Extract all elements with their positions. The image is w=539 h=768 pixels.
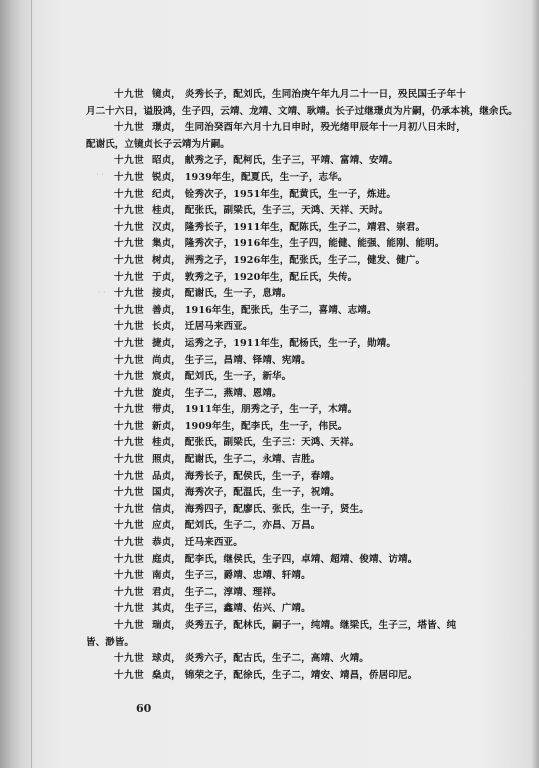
person-name: 信贞， xyxy=(152,503,181,515)
gutter-line xyxy=(31,0,32,768)
entry-detail: 铨秀次子，1951年生，配黄氏，生一子，炼进。 xyxy=(184,188,397,200)
genealogy-entry xyxy=(114,353,522,370)
book-spine-shadow xyxy=(0,0,34,768)
genealogy-entry xyxy=(86,618,522,651)
person-name: 锐贞， xyxy=(152,171,181,183)
entry-detail: 炎秀六子，配古氏，生子二，高靖、火靖。 xyxy=(184,653,369,665)
generation-label: 十九世 xyxy=(114,570,145,582)
page-edge-shadow xyxy=(531,0,539,768)
genealogy-entry xyxy=(114,203,522,220)
generation-label: 十九世 xyxy=(114,620,145,631)
entry-detail: 锦荣之子，配徐氏，生子二，靖安、靖昌，侨居印尼。 xyxy=(184,669,418,681)
genealogy-entry xyxy=(114,435,522,452)
person-name: 汉贞， xyxy=(152,221,181,233)
genealogy-entry xyxy=(114,469,522,486)
generation-label: 十九世 xyxy=(114,188,145,200)
entry-detail: 海秀四子，配廖氏、张氏，生一子，贤生。 xyxy=(184,503,369,515)
generation-label: 十九世 xyxy=(114,487,145,499)
entry-detail: 献秀之子，配柯氏，生子三，平靖、富靖、安靖。 xyxy=(184,155,399,167)
person-name: 带贞， xyxy=(152,404,181,416)
generation-label: 十九世 xyxy=(114,420,145,432)
generation-label: 十九世 xyxy=(114,238,145,250)
genealogy-entry xyxy=(114,286,522,303)
person-name: 其贞， xyxy=(152,603,181,615)
genealogy-entry xyxy=(114,535,522,552)
person-name: 昭贞， xyxy=(152,155,181,167)
generation-label: 十九世 xyxy=(114,371,145,383)
genealogy-entry xyxy=(114,651,522,668)
entry-detail: 炎秀长子，配刘氏，生同治庚午年九月二十一日，殁民国壬子年十 xyxy=(184,89,466,100)
generation-label: 十九世 xyxy=(114,437,145,449)
person-name: 君贞， xyxy=(152,586,181,598)
genealogy-entry xyxy=(114,402,522,419)
genealogy-entry xyxy=(114,585,522,602)
entry-detail: 1911年生，朋秀之子，生一子，木靖。 xyxy=(184,404,358,416)
entry-detail: 洲秀之子，1926年生，配张氏，生子二，健发、健广。 xyxy=(184,254,426,266)
faint-margin-mark: · · xyxy=(98,288,106,297)
person-name: 球贞， xyxy=(152,653,181,665)
generation-label: 十九世 xyxy=(114,337,145,349)
person-name: 旋贞， xyxy=(152,387,181,399)
entry-detail: 生子三，昌靖、铎靖、宪靖。 xyxy=(184,354,311,366)
genealogy-entry xyxy=(114,220,522,237)
genealogy-entry xyxy=(114,502,522,519)
generation-label: 十九世 xyxy=(114,586,145,598)
generation-label: 十九世 xyxy=(114,354,145,366)
genealogy-entry xyxy=(114,187,522,204)
generation-label: 十九世 xyxy=(114,89,145,100)
person-name: 善贞， xyxy=(152,304,181,316)
person-name: 应贞， xyxy=(152,520,181,532)
entry-detail: 配刘氏，生一子，新华。 xyxy=(184,371,292,383)
entry-detail: 1909年生，配李氏，生一子，伟民。 xyxy=(184,420,348,432)
genealogy-entry xyxy=(114,303,522,320)
person-name: 长贞， xyxy=(152,321,181,333)
generation-label: 十九世 xyxy=(114,470,145,482)
entry-detail: 生同治癸酉年六月十九日申时，殁光绪甲辰年十一月初八日未时， xyxy=(184,122,466,134)
generation-label: 十九世 xyxy=(114,221,145,233)
person-name: 接贞， xyxy=(152,288,181,300)
entry-detail: 生子二，淳靖、理祥。 xyxy=(184,586,282,598)
genealogy-entry xyxy=(114,552,522,569)
person-name: 尚贞， xyxy=(152,354,181,366)
genealogy-entry xyxy=(114,386,522,403)
genealogy-entry xyxy=(114,319,522,336)
entry-detail: 1939年生，配夏氏，生一子，志华。 xyxy=(184,171,348,183)
entry-detail-continued: 月二十六日，谥股鸿，生子四，云靖、龙靖、文靖、耿靖。长子过继璟贞为片嗣，仍承本祧，继余氏。 xyxy=(86,105,518,117)
faint-margin-mark: · · xyxy=(96,170,104,179)
person-name: 南贞， xyxy=(152,570,181,582)
entry-detail: 1916年生，配张氏，生子二，喜靖、志靖。 xyxy=(184,304,377,316)
entry-detail: 敦秀之子，1920年生，配丘氏，失传。 xyxy=(184,271,358,283)
person-name: 镜贞， xyxy=(152,89,181,100)
entry-detail: 配刘氏，生子二，亦昌、万昌。 xyxy=(184,520,321,532)
entry-detail: 迁马来西亚。 xyxy=(184,537,243,549)
genealogy-entry xyxy=(114,253,522,270)
person-name: 照贞， xyxy=(152,454,181,466)
entry-detail: 迁居马来西亚。 xyxy=(184,321,253,333)
entry-detail: 生子二，燕靖、恩靖。 xyxy=(184,387,282,399)
generation-label: 十九世 xyxy=(114,387,145,399)
genealogy-entry xyxy=(114,452,522,469)
person-name: 于贞， xyxy=(152,271,181,283)
generation-label: 十九世 xyxy=(114,321,145,333)
entry-detail: 配谢氏，生子二，永靖、吉胜。 xyxy=(184,454,321,466)
generation-label: 十九世 xyxy=(114,304,145,316)
generation-label: 十九世 xyxy=(114,155,145,167)
person-name: 捷贞， xyxy=(152,337,181,349)
person-name: 集贞， xyxy=(152,238,181,250)
entry-detail: 炎秀五子，配林氏，嗣子一，纯靖。继梁氏，生子三，塔皆、纯 xyxy=(184,620,457,631)
person-name: 燊贞， xyxy=(152,669,181,681)
generation-label: 十九世 xyxy=(114,537,145,549)
person-name: 树贞， xyxy=(152,254,181,266)
generation-label: 十九世 xyxy=(114,454,145,466)
generation-label: 十九世 xyxy=(114,404,145,416)
generation-label: 十九世 xyxy=(114,122,145,134)
genealogy-entry xyxy=(86,120,522,153)
generation-label: 十九世 xyxy=(114,171,145,183)
person-name: 桂贞， xyxy=(152,205,181,217)
genealogy-entry xyxy=(114,170,522,187)
entry-detail-continued: 皆、渺皆。 xyxy=(86,636,134,648)
generation-label: 十九世 xyxy=(114,553,145,565)
genealogy-entry xyxy=(114,270,522,287)
entry-detail: 隆秀次子，1916年生，生子四，能健、能强、能刚、能明。 xyxy=(184,238,445,250)
person-name: 庭贞， xyxy=(152,553,181,565)
generation-label: 十九世 xyxy=(114,254,145,266)
person-name: 新贞， xyxy=(152,420,181,432)
person-name: 纪贞， xyxy=(152,188,181,200)
entry-detail: 海秀次子，配温氏，生一子，祝靖。 xyxy=(184,487,340,499)
person-name: 品贞， xyxy=(152,470,181,482)
entry-detail: 隆秀长子，1911年生，配陈氏，生子二，靖君、崇君。 xyxy=(184,221,426,233)
entry-detail: 生子三，鑫靖、佑兴、广靖。 xyxy=(184,603,311,615)
genealogy-entry xyxy=(114,668,522,685)
entry-detail: 配李氏，继侯氏，生子四，卓靖、超靖、俊靖、访靖。 xyxy=(184,553,418,565)
generation-label: 十九世 xyxy=(114,503,145,515)
generation-label: 十九世 xyxy=(114,520,145,532)
entry-detail: 配张氏，副梁氏，生子三，天鸿、天祥、天时。 xyxy=(184,205,389,217)
genealogy-entry xyxy=(114,153,522,170)
generation-label: 十九世 xyxy=(114,271,145,283)
person-name: 桂贞， xyxy=(152,437,181,449)
person-name: 宸贞， xyxy=(152,371,181,383)
entry-detail-continued: 配谢氏，立镜贞长子云靖为片嗣。 xyxy=(86,138,230,150)
page-number: 60 xyxy=(136,702,152,715)
genealogy-entry xyxy=(114,369,522,386)
generation-label: 十九世 xyxy=(114,669,145,681)
genealogy-entry xyxy=(114,518,522,535)
entry-detail: 配张氏，副梁氏，生子三：天鸿、天祥。 xyxy=(184,437,360,449)
genealogy-entry xyxy=(86,87,522,120)
generation-label: 十九世 xyxy=(114,603,145,615)
generation-label: 十九世 xyxy=(114,653,145,665)
generation-label: 十九世 xyxy=(114,205,145,217)
person-name: 璟贞， xyxy=(152,122,181,134)
genealogy-entry xyxy=(114,236,522,253)
genealogy-entry xyxy=(114,485,522,502)
genealogy-entry xyxy=(114,419,522,436)
genealogy-entry xyxy=(114,601,522,618)
entry-detail: 配谢氏，生一子，息靖。 xyxy=(184,288,292,300)
generation-label: 十九世 xyxy=(114,288,145,300)
person-name: 国贞， xyxy=(152,487,181,499)
genealogy-entry-list xyxy=(86,87,522,684)
person-name: 瑞贞， xyxy=(152,620,181,631)
entry-detail: 海秀长子，配侯氏，生一子，春靖。 xyxy=(184,470,340,482)
entry-detail: 运秀之子，1911年生，配杨氏，生一子，勋靖。 xyxy=(184,337,397,349)
entry-detail: 生子三，爵靖、忠靖、轩靖。 xyxy=(184,570,311,582)
genealogy-entry xyxy=(114,336,522,353)
person-name: 恭贞， xyxy=(152,537,181,549)
genealogy-entry xyxy=(114,568,522,585)
